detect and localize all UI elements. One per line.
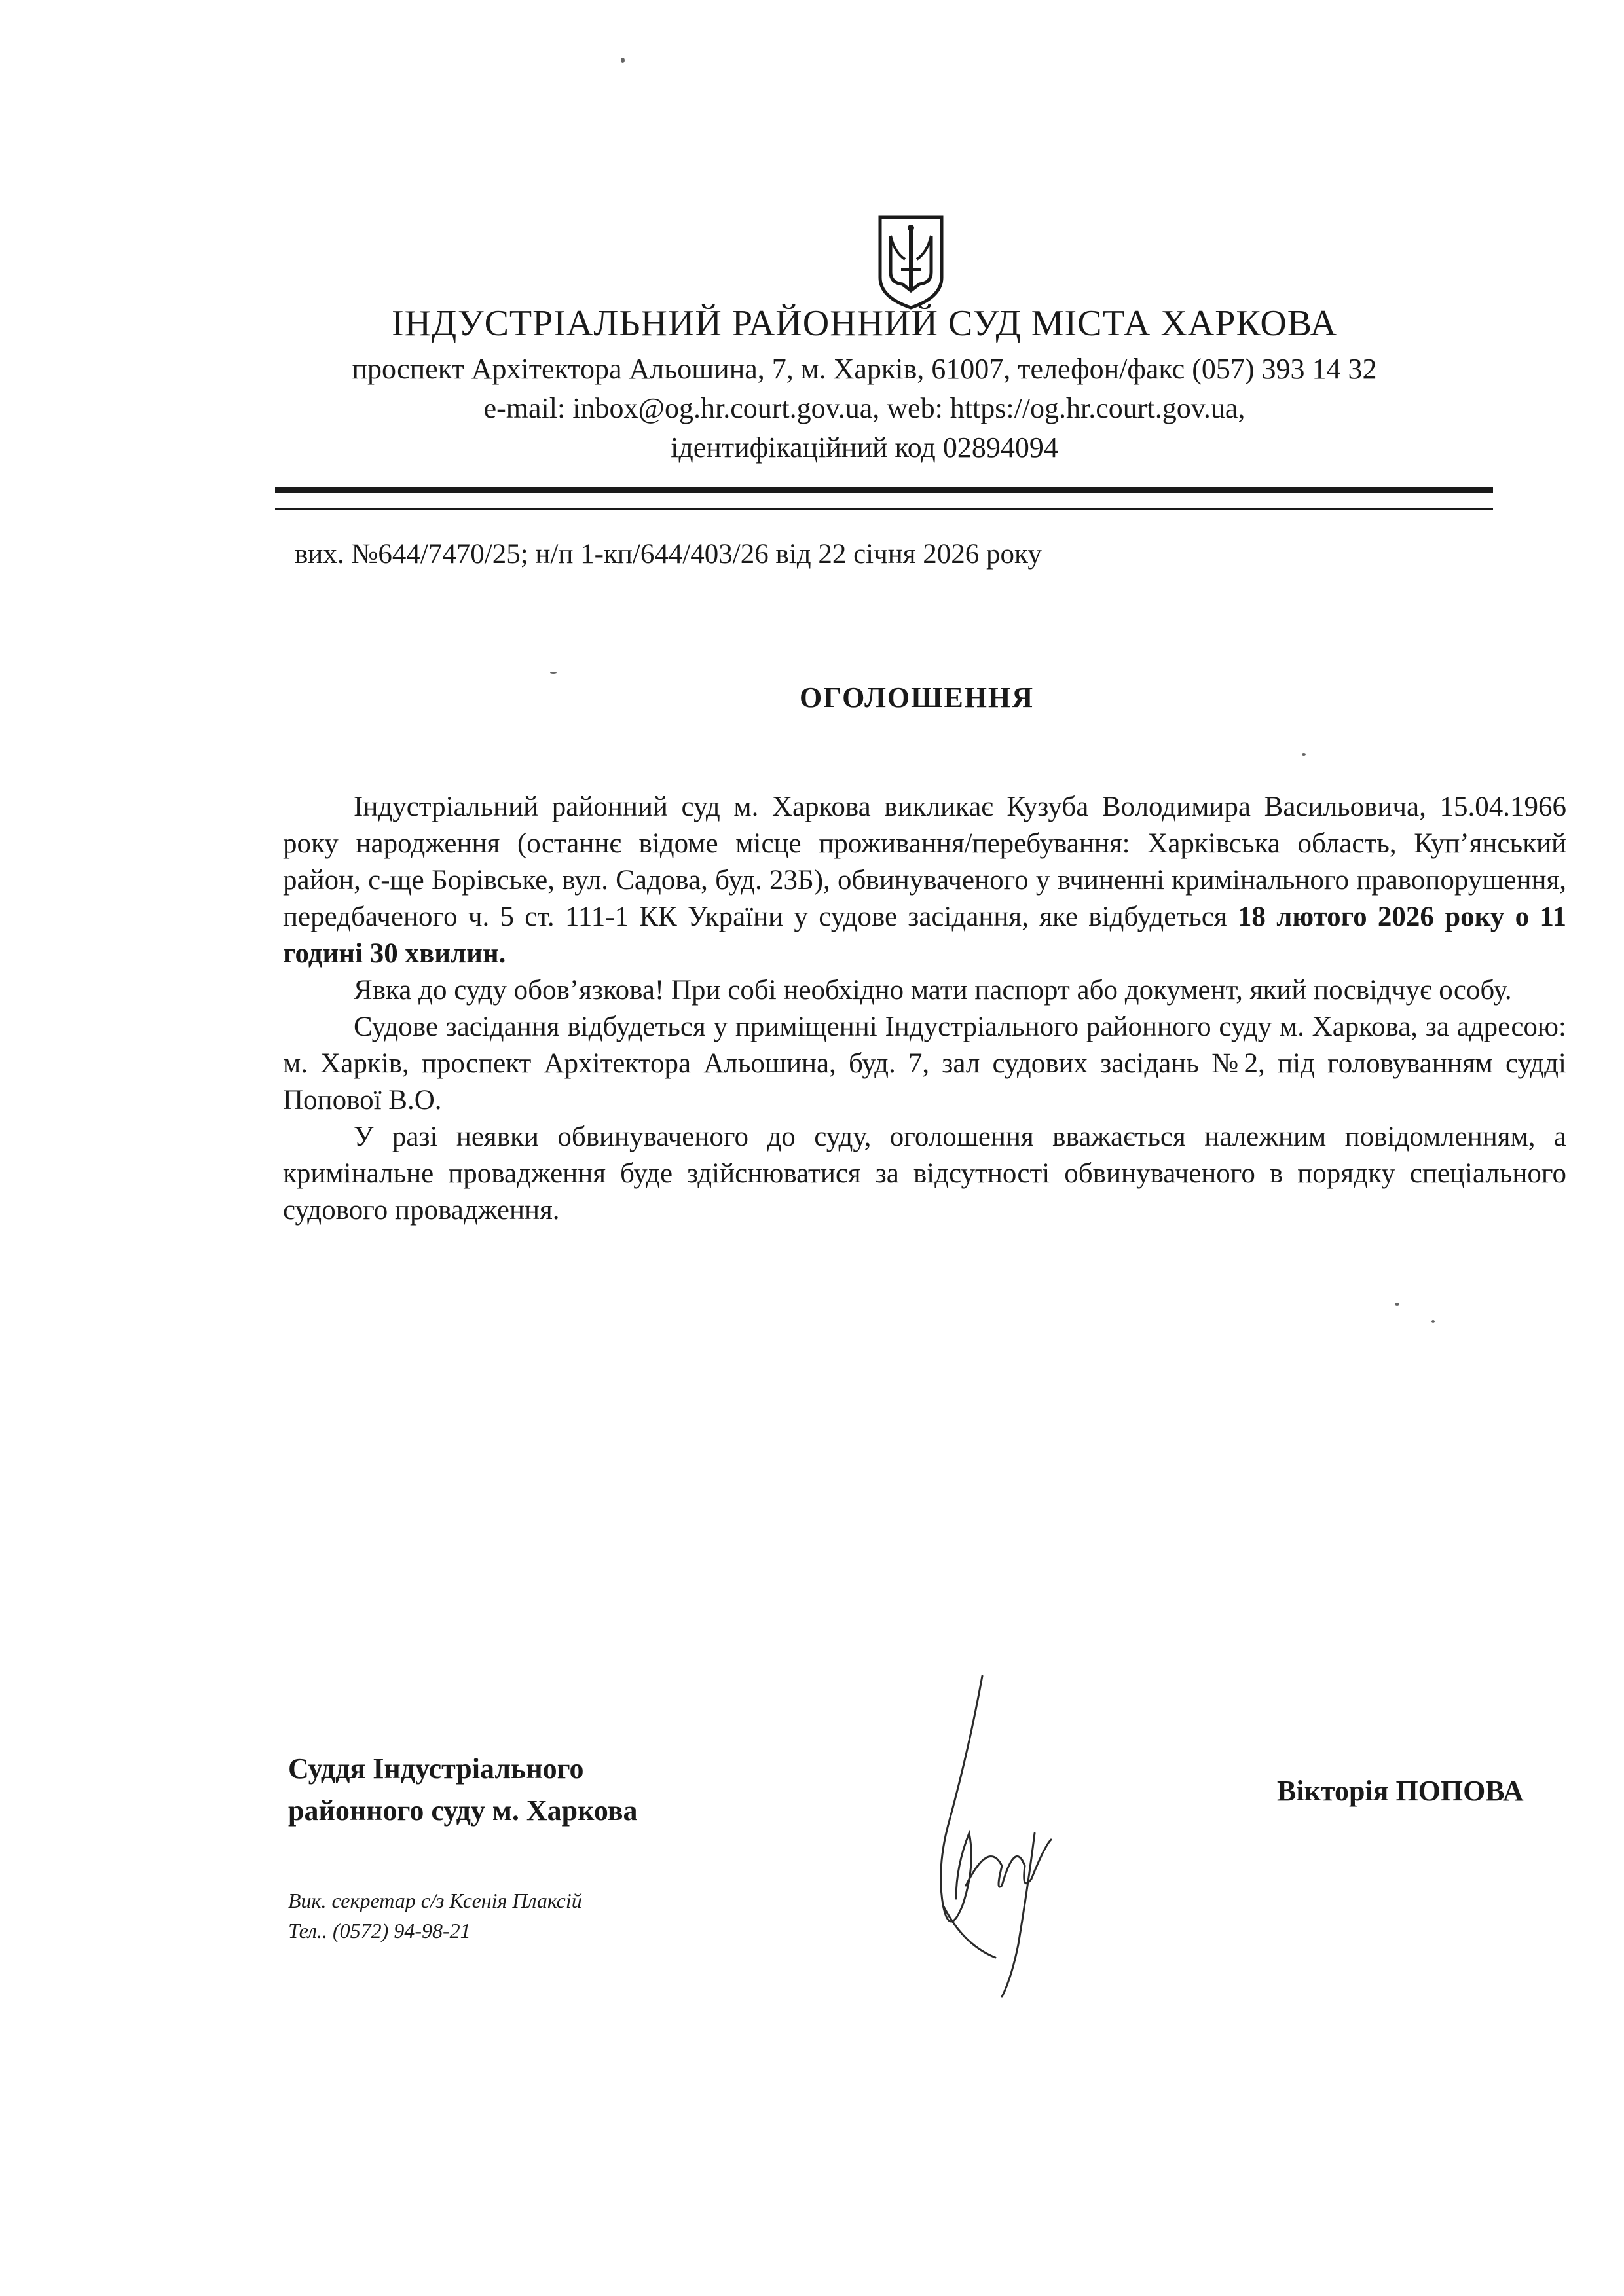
- summons-text: Індустріальний районний суд м. Харкова викликає Кузуба Володимира Васильовича, 15.04.1966 року народження (останнє відоме місце проживання/перебування: Харківська область, Куп’янський район, с-ще Борівське, вул. Садова, буд. 23Б), обвинуваченого у вчиненні кримінального правопорушення, передбаченого ч. 5 ст. 111-1 КК України у судове засідання, яке відбудеться: [283, 792, 1566, 932]
- handwritten-signature: [904, 1669, 1061, 2010]
- scan-speck: [1395, 1303, 1399, 1306]
- judge-position: [288, 1748, 638, 1832]
- secretary-info: [288, 1886, 582, 1946]
- outgoing-number: вих. №644/7470/25; н/п 1-кп/644/403/26 від 22 січня 2026 року: [295, 539, 1042, 570]
- scan-speck: [1431, 1320, 1435, 1323]
- hearing-datetime: 18 лютого 2026 року о 11 годині 30 хвилин.: [283, 902, 1566, 969]
- position-line-2: районного суду м. Харкова: [288, 1795, 638, 1827]
- id-code-line: ідентифікаційний код 02894094: [671, 431, 1058, 464]
- header-divider-thick: [275, 487, 1493, 493]
- judge-name: Вікторія ПОПОВА: [1277, 1775, 1524, 1807]
- coat-of-arms-icon: [875, 213, 947, 310]
- scan-speck: [621, 58, 625, 63]
- address-line: проспект Архітектора Альошина, 7, м. Харків, 61007, телефон/факс (057) 393 14 32: [352, 353, 1377, 385]
- secretary-phone: Тел.. (0572) 94-98-21: [288, 1919, 471, 1942]
- scan-speck: [550, 672, 557, 674]
- contacts-line: e-mail: inbox@og.hr.court.gov.ua, web: https://og.hr.court.gov.ua,: [483, 392, 1246, 424]
- court-name: ІНДУСТРІАЛЬНИЙ РАЙОННИЙ СУД МІСТА ХАРКОВА: [391, 303, 1338, 344]
- secretary-name: Вик. секретар с/з Ксенія Плаксій: [288, 1889, 582, 1912]
- paragraph-attendance: Явка до суду обов’язкова! При собі необхідно мати паспорт або документ, який посвідчує особу.: [354, 975, 1512, 1006]
- document-title: ОГОЛОШЕННЯ: [799, 682, 1035, 714]
- announcement-body: [283, 789, 1566, 1229]
- paragraph-venue: Судове засідання відбудеться у приміщенні Індустріального районного суду м. Харкова, за адресою: м. Харків, проспект Архітектора Альошина, буд. 7, зал судових засідань №2, під головуванням судді Попової В.О.: [283, 1011, 1566, 1116]
- scan-speck: [1302, 753, 1306, 756]
- position-line-1: Суддя Індустріального: [288, 1753, 584, 1785]
- paragraph-consequences: У разі неявки обвинуваченого до суду, оголошення вважається належним повідомленням, а кримінальне провадження буде здійснюватися за відсутності обвинуваченого в порядку спеціального судового провадження.: [283, 1121, 1566, 1226]
- paragraph-summons: [283, 789, 1566, 972]
- court-contacts: [275, 350, 1454, 467]
- header-divider-thin: [275, 508, 1493, 510]
